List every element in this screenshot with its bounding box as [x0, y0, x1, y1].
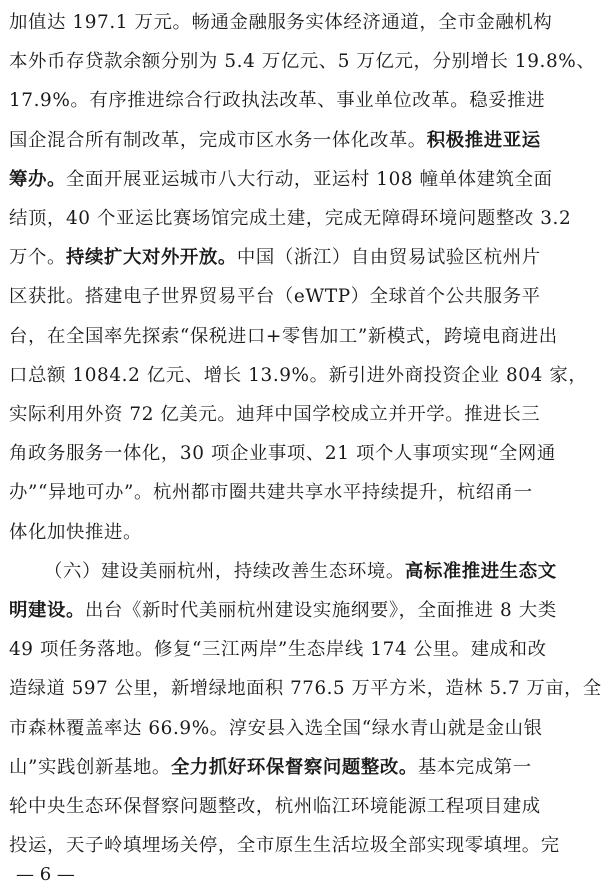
text-line [9, 42, 603, 82]
body-text-segment: 投运，天子岭填埋场关停，全市原生生活垃圾全部实现零填埋。完 [9, 835, 560, 857]
text-line [9, 356, 603, 396]
text-line [9, 513, 603, 553]
page-number: — 6 — [16, 864, 75, 885]
text-line [9, 591, 603, 631]
body-text-segment: 区获批。搭建电子世界贸易平台（eWTP）全球首个公共服务平 [9, 286, 541, 308]
text-line [9, 669, 603, 709]
text-line [9, 434, 603, 474]
text-line [9, 630, 603, 670]
body-text-segment: 国企混合所有制改革，完成市区水务一体化改革。 [9, 129, 427, 151]
body-text-segment: 基本完成第一 [417, 756, 532, 778]
body-text-segment: 本外币存贷款余额分别为 5.4 万亿元、5 万亿元，分别增长 19.8%、 [9, 51, 596, 73]
text-line [9, 395, 603, 435]
body-text-segment: 口总额 1084.2 亿元、增长 13.9%。新引进外商投资企业 804 家， [9, 364, 588, 386]
body-text-segment: 造绿道 597 公里，新增绿地面积 776.5 万平方米，造林 5.7 万亩，全 [9, 678, 602, 700]
bold-heading-text: 筹办。 [9, 168, 66, 190]
bold-heading-text: 明建设。 [9, 600, 85, 621]
text-line [9, 81, 603, 121]
body-text-segment: 结顶，40 个亚运比赛场馆完成土建，完成无障碍环境问题整改 3.2 [9, 208, 572, 229]
text-line [9, 473, 603, 513]
body-text-segment: （六）建设美丽杭州，持续改善生态环境。 [44, 560, 405, 582]
body-text-segment: 49 项任务落地。修复“三江两岸”生态岸线 174 公里。建成和改 [9, 639, 547, 661]
text-line [9, 277, 603, 317]
body-text-segment: 台，在全国率先探索“保税进口+零售加工”新模式，跨境电商进出 [9, 325, 558, 347]
text-line [9, 317, 603, 357]
body-text-segment: 轮中央生态环保督察问题整改，杭州临江环境能源工程项目建成 [9, 796, 541, 817]
text-line [9, 238, 603, 278]
body-text-segment: 万个。 [9, 247, 66, 269]
text-line [9, 709, 603, 749]
body-text-segment: 加值达 197.1 万元。畅通金融服务实体经济通道，全市金融机构 [9, 12, 553, 33]
body-text-segment: 办”“异地可办”。杭州都市圈共建共享水平持续提升，杭绍甬一 [9, 482, 533, 504]
text-line [9, 199, 603, 239]
body-text-segment: 出台《新时代美丽杭州建设实施纲要》，全面推进 8 大类 [84, 600, 557, 621]
bold-heading-text: 高标准推进生态文 [404, 560, 557, 582]
body-text-segment: 全面开展亚运城市八大行动，亚运村 108 幢单体建筑全面 [65, 168, 553, 190]
body-text-segment: 中国（浙江）自由贸易试验区杭州片 [236, 247, 541, 269]
bold-heading-text: 全力抓好环保督察问题整改。 [170, 756, 418, 778]
text-line [9, 121, 603, 161]
text-line [9, 787, 603, 827]
body-text-segment: 实际利用外资 72 亿美元。迪拜中国学校成立并开学。推进长三 [9, 404, 541, 425]
bold-heading-text: 积极推进亚运 [426, 129, 541, 151]
text-line [9, 826, 603, 866]
text-line [44, 552, 603, 592]
body-text-segment: 市森林覆盖率达 66.9%。淳安县入选全国“绿水青山就是金山银 [9, 717, 543, 739]
body-text-segment: 17.9%。有序推进综合行政执法改革、事业单位改革。稳妥推进 [9, 90, 546, 112]
text-line [9, 3, 603, 43]
text-line [9, 160, 603, 200]
body-text-segment: 山”实践创新基地。 [9, 756, 171, 778]
bold-heading-text: 持续扩大对外开放。 [65, 247, 237, 269]
text-line [9, 748, 603, 788]
body-text-segment: 角政务服务一体化，30 项企业事项、21 项个人事项实现“全网通 [9, 443, 556, 465]
body-text-segment: 体化加快推进。 [9, 521, 142, 543]
